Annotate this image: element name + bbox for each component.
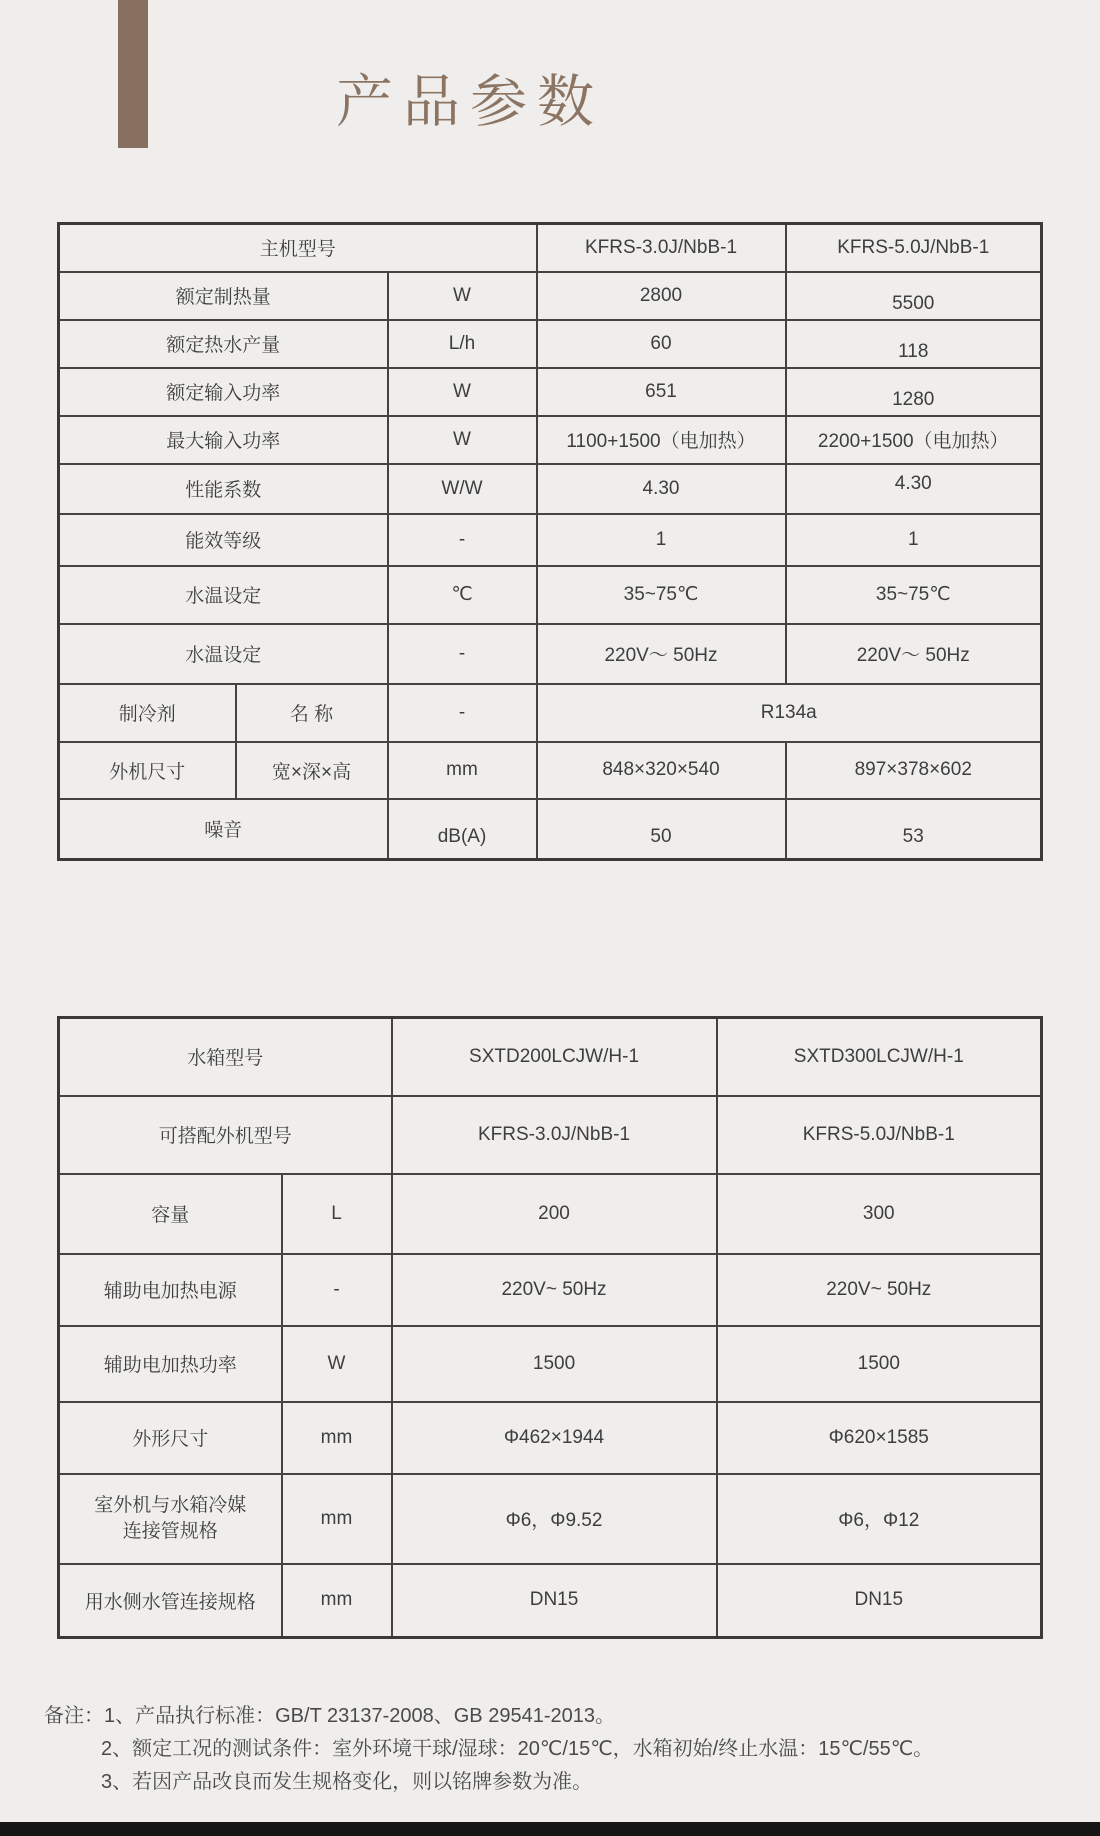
- table-row: [59, 272, 1042, 320]
- spec-value-model1: KFRS-3.0J/NbB-1: [537, 224, 786, 272]
- spec-label: 辅助电加热电源: [59, 1254, 282, 1326]
- spec-group-label: 制冷剂: [59, 684, 236, 742]
- remark-line: [44, 1700, 1064, 1733]
- spec-unit: L/h: [388, 320, 537, 368]
- spec-unit: -: [388, 514, 537, 566]
- table-row: [59, 320, 1042, 368]
- table-row: [59, 1254, 1042, 1326]
- spec-unit: W: [388, 272, 537, 320]
- table-row: [59, 624, 1042, 684]
- spec-value-model2: DN15: [717, 1564, 1042, 1638]
- water-tank-spec-table: [57, 1016, 1043, 1639]
- spec-value-model1: 50: [537, 799, 786, 860]
- spec-value-model2: 2200+1500（电加热）: [786, 416, 1042, 464]
- spec-value-model1: 220V~ 50Hz: [392, 1254, 717, 1326]
- remark-text: 1、产品执行标准：GB/T 23137-2008、GB 29541-2013。: [104, 1705, 615, 1727]
- spec-label: 用水侧水管连接规格: [59, 1564, 282, 1638]
- spec-label: 辅助电加热功率: [59, 1326, 282, 1402]
- spec-value-model1: 848×320×540: [537, 742, 786, 799]
- remarks: [44, 1700, 1064, 1799]
- spec-label: 额定制热量: [59, 272, 388, 320]
- spec-unit: W: [282, 1326, 392, 1402]
- spec-value-model1: Φ462×1944: [392, 1402, 717, 1474]
- spec-value-model2: 1: [786, 514, 1042, 566]
- table-row: [59, 684, 1042, 742]
- spec-unit: L: [282, 1174, 392, 1254]
- spec-unit: W: [388, 416, 537, 464]
- spec-sub-label: 名 称: [236, 684, 388, 742]
- table-row: [59, 514, 1042, 566]
- spec-value-model2: 220V～ 50Hz: [786, 624, 1042, 684]
- spec-unit: -: [388, 684, 537, 742]
- spec-label: 最大输入功率: [59, 416, 388, 464]
- table-row: [59, 1326, 1042, 1402]
- spec-label: 水温设定: [59, 624, 388, 684]
- spec-value-model2: 1500: [717, 1326, 1042, 1402]
- spec-value-model1: KFRS-3.0J/NbB-1: [392, 1096, 717, 1174]
- spec-label: 额定输入功率: [59, 368, 388, 416]
- spec-label: 能效等级: [59, 514, 388, 566]
- spec-label: 噪音: [59, 799, 388, 860]
- spec-value-model2: Φ620×1585: [717, 1402, 1042, 1474]
- table-row: [59, 566, 1042, 624]
- spec-label: 容量: [59, 1174, 282, 1254]
- spec-label: 外形尺寸: [59, 1402, 282, 1474]
- spec-unit: -: [388, 624, 537, 684]
- spec-label-line2: 连接管规格: [122, 1520, 218, 1542]
- table-row: [59, 1564, 1042, 1638]
- table-row: [59, 464, 1042, 514]
- spec-value-model2: 35~75℃: [786, 566, 1042, 624]
- spec-label: 性能系数: [59, 464, 388, 514]
- page-title: 产品参数: [336, 70, 604, 134]
- table-row: [59, 224, 1042, 272]
- spec-value-model2: 4.30: [786, 464, 1042, 514]
- table-row: [59, 742, 1042, 799]
- spec-value-model2: KFRS-5.0J/NbB-1: [786, 224, 1042, 272]
- spec-unit: dB(A): [388, 799, 537, 860]
- spec-value-model2: 1280: [786, 368, 1042, 416]
- spec-unit: W/W: [388, 464, 537, 514]
- spec-value-model1: 220V～ 50Hz: [537, 624, 786, 684]
- spec-unit: mm: [388, 742, 537, 799]
- table-row: [59, 1174, 1042, 1254]
- spec-value-model1: 1100+1500（电加热）: [537, 416, 786, 464]
- spec-value-model1: 1: [537, 514, 786, 566]
- spec-value-model2: KFRS-5.0J/NbB-1: [717, 1096, 1042, 1174]
- spec-value-model1: 2800: [537, 272, 786, 320]
- spec-unit: -: [282, 1254, 392, 1326]
- spec-value-model2: 5500: [786, 272, 1042, 320]
- spec-label: 水箱型号: [59, 1018, 392, 1096]
- spec-group-label: 外机尺寸: [59, 742, 236, 799]
- spec-value-model2: 220V~ 50Hz: [717, 1254, 1042, 1326]
- table-row: [59, 1018, 1042, 1096]
- spec-sub-label: 宽×深×高: [236, 742, 388, 799]
- remark-prefix: 备注：: [44, 1705, 104, 1727]
- table-row: [59, 799, 1042, 860]
- spec-label: 可搭配外机型号: [59, 1096, 392, 1174]
- spec-value-model1: DN15: [392, 1564, 717, 1638]
- table-row: [59, 1474, 1042, 1564]
- spec-unit: mm: [282, 1402, 392, 1474]
- bottom-divider-bar: [0, 1822, 1100, 1836]
- spec-value-model1: 4.30: [537, 464, 786, 514]
- spec-value-model2: 897×378×602: [786, 742, 1042, 799]
- spec-value-model1: SXTD200LCJW/H-1: [392, 1018, 717, 1096]
- spec-value-model1: Φ6，Φ9.52: [392, 1474, 717, 1564]
- spec-value-model2: 53: [786, 799, 1042, 860]
- spec-label: 水温设定: [59, 566, 388, 624]
- spec-unit: W: [388, 368, 537, 416]
- spec-unit: mm: [282, 1474, 392, 1564]
- spec-value-model2: SXTD300LCJW/H-1: [717, 1018, 1042, 1096]
- spec-value-model2: 118: [786, 320, 1042, 368]
- spec-label: 额定热水产量: [59, 320, 388, 368]
- spec-value: R134a: [537, 684, 1042, 742]
- spec-value-model1: 200: [392, 1174, 717, 1254]
- spec-value-model1: 651: [537, 368, 786, 416]
- remark-line: 2、额定工况的测试条件：室外环境干球/湿球：20℃/15℃，水箱初始/终止水温：15℃/55℃。: [101, 1738, 934, 1760]
- spec-label-line1: 室外机与水箱冷媒: [94, 1494, 247, 1516]
- spec-unit: ℃: [388, 566, 537, 624]
- spec-label: 主机型号: [59, 224, 537, 272]
- spec-value-model2: Φ6，Φ12: [717, 1474, 1042, 1564]
- spec-value-model2: 300: [717, 1174, 1042, 1254]
- table-row: [59, 368, 1042, 416]
- outdoor-unit-spec-table: [57, 222, 1043, 861]
- spec-value-model1: 35~75℃: [537, 566, 786, 624]
- spec-unit: mm: [282, 1564, 392, 1638]
- remark-line: 3、若因产品改良而发生规格变化，则以铭牌参数为准。: [101, 1771, 593, 1793]
- spec-value-model1: 1500: [392, 1326, 717, 1402]
- table-row: [59, 416, 1042, 464]
- spec-value-model1: 60: [537, 320, 786, 368]
- table-row: [59, 1402, 1042, 1474]
- spec-label: [59, 1474, 282, 1564]
- table-row: [59, 1096, 1042, 1174]
